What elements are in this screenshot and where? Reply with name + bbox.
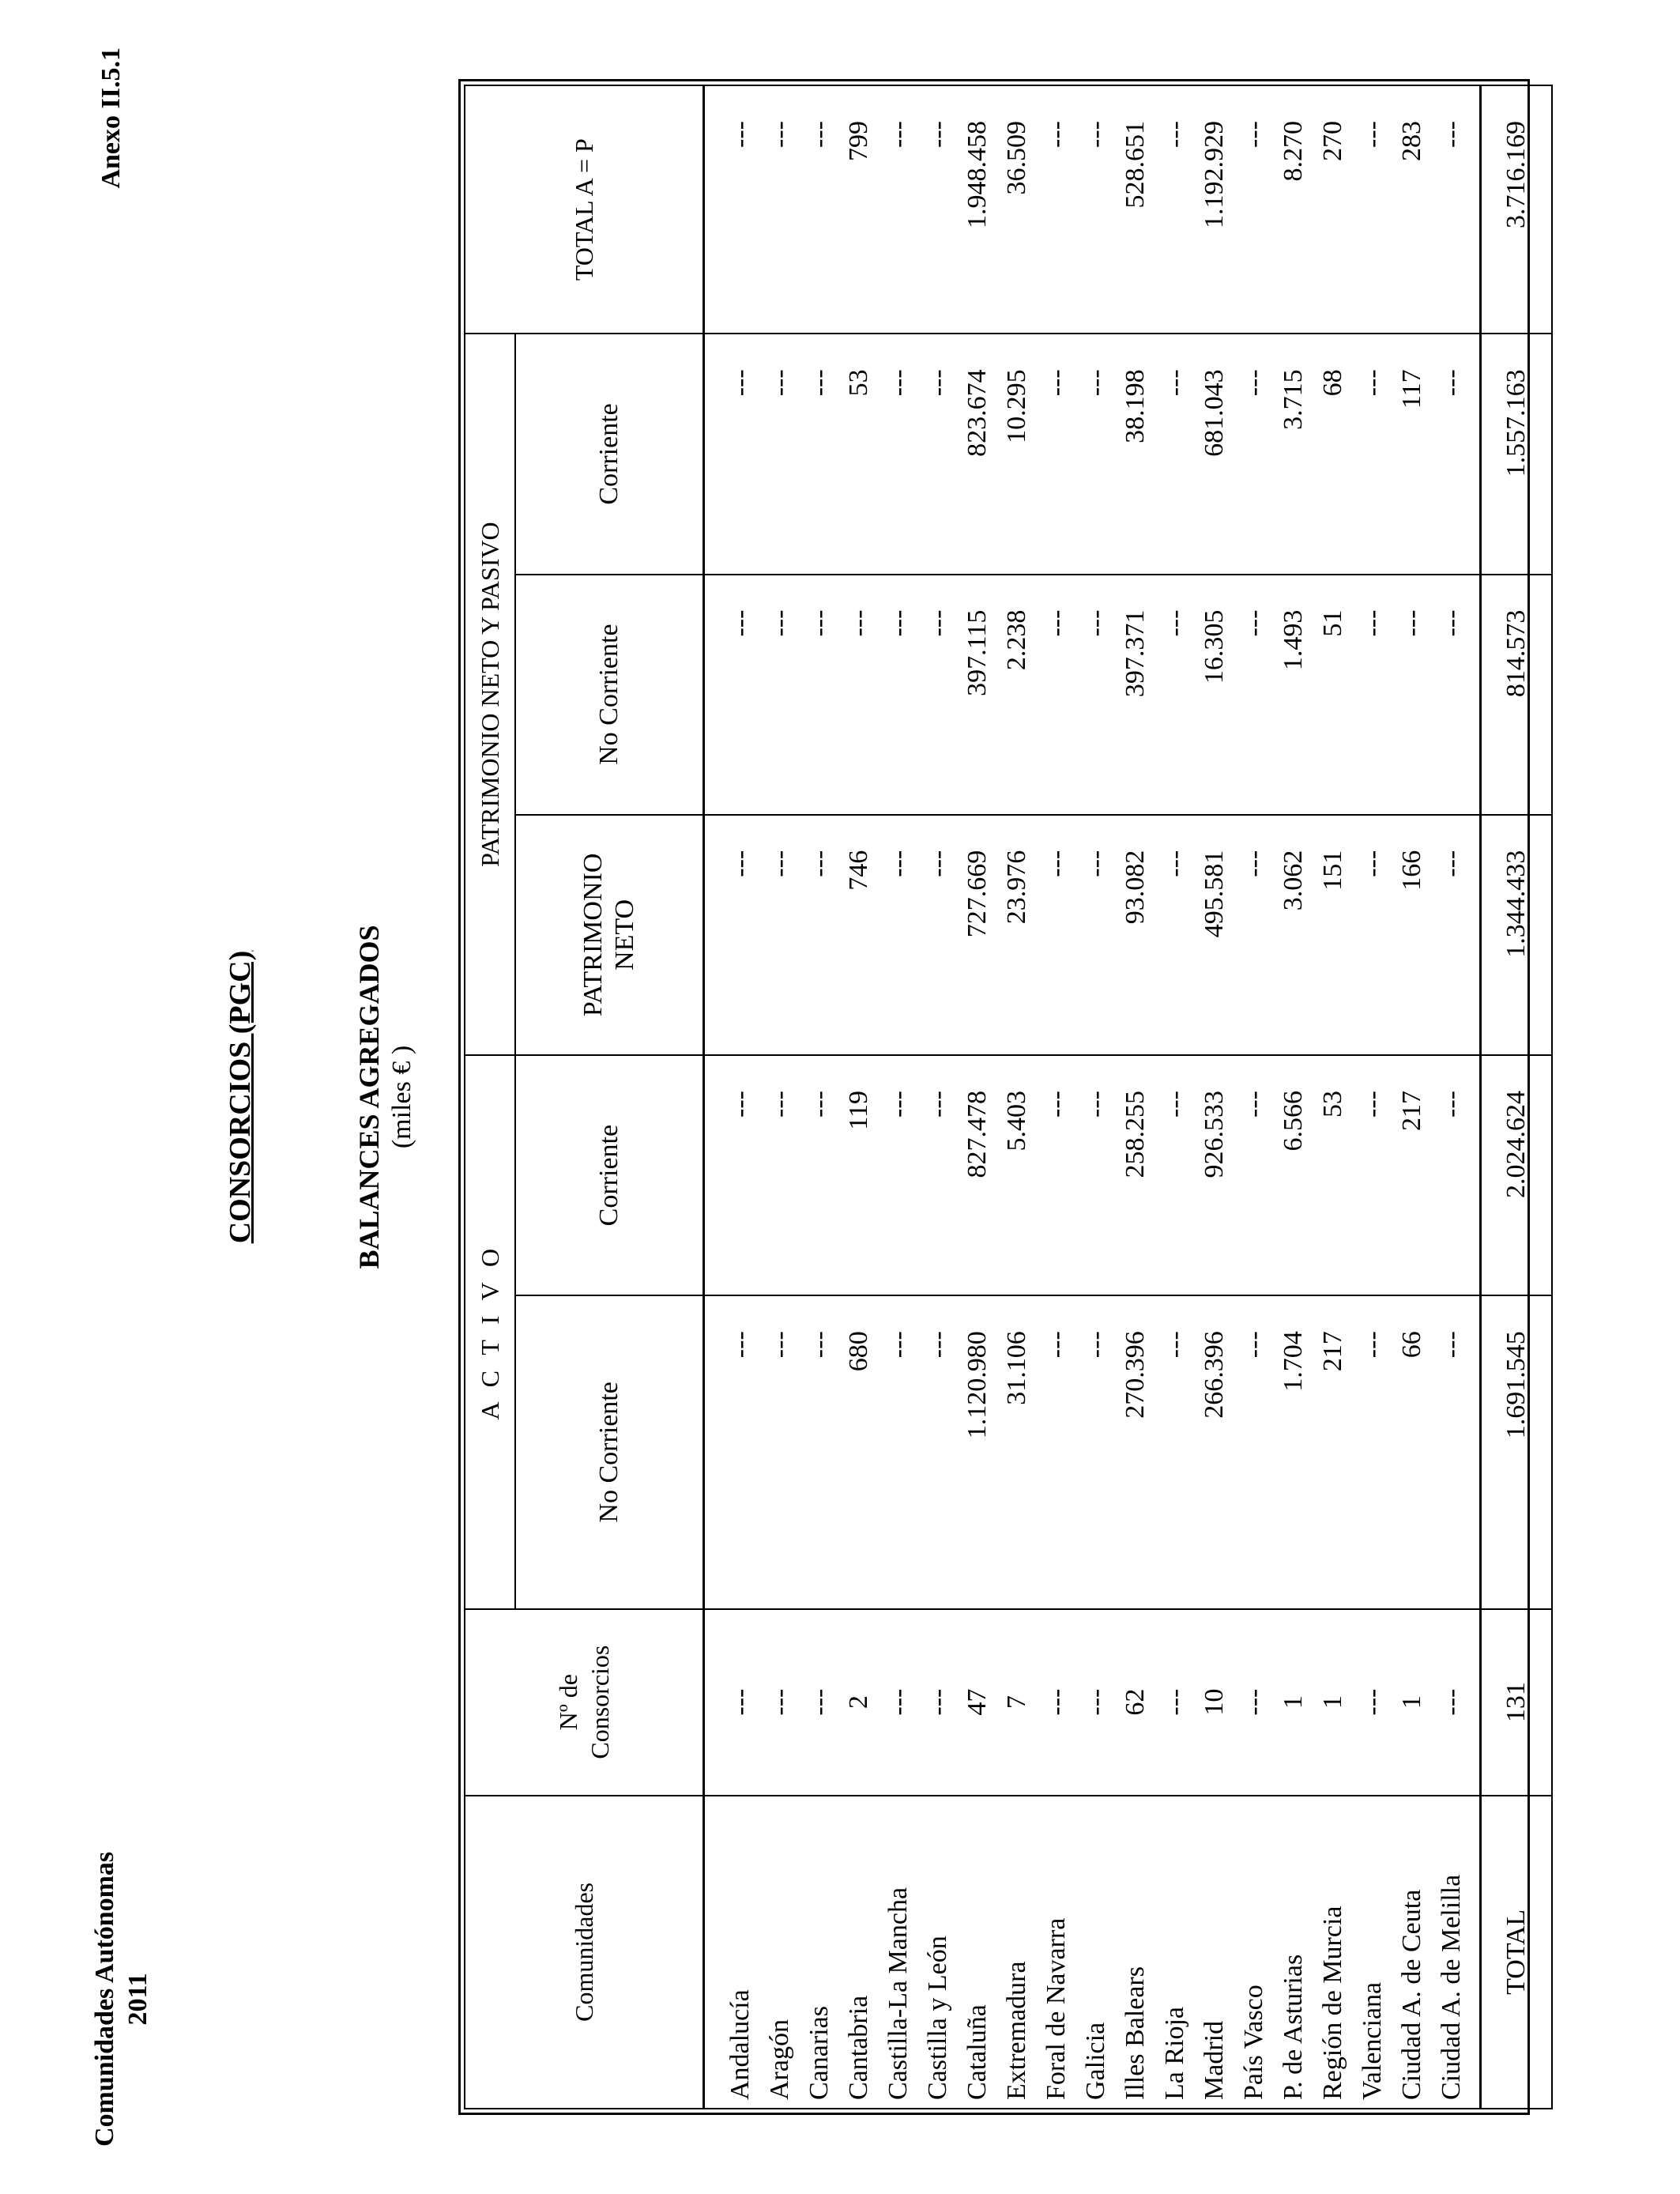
col-header-pn-line1: PATRIMONIO	[578, 853, 608, 1017]
cell-anc: ---	[1239, 1331, 1268, 1359]
cell-n: ---	[923, 1688, 952, 1716]
cell-total: ---	[804, 121, 834, 148]
cell-total: ---	[1042, 121, 1071, 148]
cell-ac: 217	[1397, 1091, 1426, 1131]
cell-ac: 53	[1318, 1091, 1347, 1118]
cell-pn: 746	[844, 850, 873, 891]
cell-n: 2	[844, 1695, 873, 1710]
cell-pnc: 51	[1318, 609, 1347, 637]
column-total	[704, 85, 1481, 334]
cell-total: ---	[883, 121, 913, 148]
column-activo-corriente	[704, 1055, 1481, 1295]
cell-n: 7	[1002, 1695, 1031, 1710]
cell-n: ---	[1239, 1688, 1268, 1716]
cell-name: Madrid	[1200, 2020, 1229, 2100]
cell-ac: 5.403	[1002, 1091, 1031, 1152]
cell-n: 1	[1279, 1695, 1308, 1710]
total-n-consorcios: 131	[1481, 1609, 1553, 1796]
cell-pnc: ---	[1239, 609, 1268, 637]
cell-n: 1	[1397, 1695, 1426, 1710]
cell-name: Galicia	[1081, 2022, 1110, 2100]
cell-anc: ---	[1042, 1331, 1071, 1359]
col-header-patrimonio-neto	[515, 815, 704, 1055]
cell-name: Cantabria	[844, 1995, 873, 2100]
cell-total: ---	[1437, 121, 1466, 148]
cell-anc: 66	[1397, 1331, 1426, 1359]
cell-pn: 727.669	[962, 850, 992, 938]
cell-pc: 117	[1397, 369, 1426, 409]
cell-pnc: 2.238	[1002, 609, 1031, 671]
cell-pnc: 397.115	[962, 609, 992, 696]
cell-name: Castilla y León	[923, 1936, 952, 2100]
col-header-n-consorcios	[465, 1609, 704, 1796]
cell-anc: ---	[725, 1331, 755, 1359]
cell-pn: ---	[1239, 850, 1268, 877]
cell-total: 36.509	[1002, 121, 1031, 195]
balance-table-frame	[458, 79, 1530, 2115]
col-header-total: TOTAL A = P	[465, 85, 704, 334]
cell-pn: ---	[1160, 850, 1189, 877]
cell-total: ---	[725, 121, 755, 148]
cell-ac: ---	[1081, 1091, 1110, 1118]
cell-n: ---	[804, 1688, 834, 1716]
col-header-pasivo-corriente: Corriente	[515, 334, 704, 574]
cell-anc: 1.120.980	[962, 1331, 992, 1439]
cell-pc: 68	[1318, 369, 1347, 397]
cell-pc: 823.674	[962, 369, 992, 457]
cell-pn: ---	[923, 850, 952, 877]
cell-pn: 93.082	[1121, 850, 1150, 925]
cell-total: ---	[1081, 121, 1110, 148]
cell-pc: 681.043	[1200, 369, 1229, 457]
column-patrimonio-neto	[704, 815, 1481, 1055]
cell-pc: ---	[1160, 369, 1189, 397]
cell-pn: 3.062	[1279, 850, 1308, 911]
total-label: TOTAL	[1481, 1796, 1553, 2109]
cell-pnc: 1.493	[1279, 609, 1308, 671]
cell-total: ---	[1358, 121, 1387, 148]
cell-n: ---	[1042, 1688, 1071, 1716]
cell-name: Aragón	[765, 2019, 794, 2100]
group-header-activo: A C T I V O	[465, 1055, 515, 1609]
group-header-pasivo: PATRIMONIO NETO Y PASIVO	[465, 334, 515, 1055]
cell-total: ---	[923, 121, 952, 148]
cell-pc: ---	[923, 369, 952, 397]
cell-name: Canarias	[804, 2006, 834, 2100]
total-activo-no-corriente: 1.691.545	[1481, 1295, 1553, 1608]
cell-pc: ---	[1081, 369, 1110, 397]
cell-anc: ---	[883, 1331, 913, 1359]
cell-pn: ---	[765, 850, 794, 877]
col-header-activo-corriente: Corriente	[515, 1055, 704, 1295]
cell-pn: 151	[1318, 850, 1347, 891]
cell-pnc: ---	[1160, 609, 1189, 637]
cell-pn: ---	[1437, 850, 1466, 877]
cell-name: Región de Murcia	[1318, 1906, 1347, 2100]
cell-ac: ---	[1358, 1091, 1387, 1118]
col-header-activo-no-corriente: No Corriente	[515, 1295, 704, 1608]
cell-n: ---	[883, 1688, 913, 1716]
cell-anc: 217	[1318, 1331, 1347, 1372]
cell-pc: ---	[1042, 369, 1071, 397]
cell-pnc: ---	[883, 609, 913, 637]
cell-ac: 6.566	[1279, 1091, 1308, 1152]
column-comunidades	[704, 1796, 1481, 2109]
annex-label: Anexo II.5.1	[96, 47, 126, 189]
cell-n: ---	[1358, 1688, 1387, 1716]
cell-ac: ---	[804, 1091, 834, 1118]
cell-pnc: ---	[725, 609, 755, 637]
cell-pnc: 16.305	[1200, 609, 1229, 684]
cell-total: 270	[1318, 121, 1347, 161]
cell-pc: ---	[765, 369, 794, 397]
cell-n: 47	[962, 1688, 992, 1716]
cell-pn: ---	[804, 850, 834, 877]
column-activo-no-corriente	[704, 1295, 1481, 1608]
cell-ac: 119	[844, 1091, 873, 1130]
cell-anc: ---	[1437, 1331, 1466, 1359]
cell-pc: 3.715	[1279, 369, 1308, 430]
balance-table	[464, 85, 1553, 2109]
cell-ac: 258.255	[1121, 1091, 1150, 1178]
cell-pn: 166	[1397, 850, 1426, 891]
cell-name: Andalucía	[725, 1989, 755, 2100]
cell-pnc: 397.371	[1121, 609, 1150, 698]
cell-anc: 1.704	[1279, 1331, 1308, 1392]
cell-pnc: ---	[765, 609, 794, 637]
cell-anc: 680	[844, 1331, 873, 1372]
cell-ac: ---	[1042, 1091, 1071, 1118]
cell-anc: ---	[765, 1331, 794, 1359]
cell-ac: 827.478	[962, 1091, 992, 1178]
cell-name: Ciudad A. de Melilla	[1437, 1874, 1466, 2100]
cell-name: P. de Asturias	[1279, 1954, 1308, 2100]
cell-n: ---	[765, 1688, 794, 1716]
total-activo-corriente: 2.024.624	[1481, 1055, 1553, 1295]
cell-total: 1.192.929	[1200, 121, 1229, 228]
cell-name: Extremadura	[1002, 1961, 1031, 2100]
col-header-pn-line2: NETO	[610, 899, 639, 971]
cell-pn: ---	[725, 850, 755, 877]
units-label: (miles € )	[387, 1045, 416, 1149]
col-header-comunidades: Comunidades	[465, 1796, 704, 2109]
cell-ac: ---	[765, 1091, 794, 1118]
header-year: 2011	[123, 1973, 153, 2026]
total-patrimonio-neto: 1.344.433	[1481, 815, 1553, 1055]
cell-total: ---	[1160, 121, 1189, 148]
total-pasivo-no-corriente: 814.573	[1481, 575, 1553, 815]
cell-n: ---	[1160, 1688, 1189, 1716]
cell-ac: ---	[883, 1091, 913, 1118]
cell-anc: 270.396	[1121, 1331, 1150, 1419]
cell-name: Castilla-La Mancha	[883, 1887, 913, 2100]
cell-pnc: ---	[1081, 609, 1110, 637]
cell-total: ---	[765, 121, 794, 148]
cell-pc: ---	[725, 369, 755, 397]
cell-pnc: ---	[804, 609, 834, 637]
cell-n: ---	[1081, 1688, 1110, 1716]
cell-pn: ---	[1081, 850, 1110, 877]
cell-ac: ---	[923, 1091, 952, 1118]
cell-n: 62	[1121, 1688, 1150, 1716]
cell-total: 8.270	[1279, 121, 1308, 182]
cell-name: Ciudad A. de Ceuta	[1397, 1889, 1426, 2100]
cell-pc: 10.295	[1002, 369, 1031, 443]
cell-pn: ---	[883, 850, 913, 877]
cell-pc: ---	[1437, 369, 1466, 397]
cell-total: 283	[1397, 121, 1426, 161]
cell-ac: ---	[1160, 1091, 1189, 1118]
cell-pnc: ---	[1437, 609, 1466, 637]
cell-n: 1	[1318, 1695, 1347, 1710]
cell-ac: 926.533	[1200, 1091, 1229, 1178]
cell-name: La Rioja	[1160, 2006, 1189, 2100]
cell-pnc: ---	[844, 609, 873, 637]
total-total: 3.716.169	[1481, 85, 1553, 334]
cell-anc: ---	[1160, 1331, 1189, 1359]
cell-n: ---	[725, 1688, 755, 1716]
cell-pn: 23.976	[1002, 850, 1031, 925]
header-entity: Comunidades Autónomas	[90, 1851, 119, 2147]
cell-pc: 53	[844, 369, 873, 397]
cell-pc: ---	[883, 369, 913, 397]
cell-total: 528.651	[1121, 121, 1150, 209]
cell-anc: ---	[1081, 1331, 1110, 1359]
cell-name: Cataluña	[962, 2004, 992, 2100]
header-left	[89, 1852, 155, 2147]
cell-pc: ---	[804, 369, 834, 397]
cell-ac: ---	[1437, 1091, 1466, 1118]
cell-anc: ---	[923, 1331, 952, 1359]
cell-pn: ---	[1042, 850, 1071, 877]
cell-ac: ---	[1239, 1091, 1268, 1118]
cell-pnc: ---	[1358, 609, 1387, 637]
cell-name: Illes Balears	[1121, 1966, 1150, 2100]
cell-anc: 266.396	[1200, 1331, 1229, 1419]
cell-pc: ---	[1239, 369, 1268, 397]
cell-total: 799	[844, 121, 873, 161]
col-header-n-line2: Consorcios	[586, 1645, 614, 1759]
document-title: CONSORCIOS (PGC)	[224, 950, 257, 1244]
cell-pc: ---	[1358, 369, 1387, 397]
column-n-consorcios	[704, 1609, 1481, 1796]
cell-pc: 38.198	[1121, 369, 1150, 443]
cell-name: País Vasco	[1239, 1985, 1268, 2100]
cell-ac: ---	[725, 1091, 755, 1118]
col-header-pasivo-no-corriente: No Corriente	[515, 575, 704, 815]
cell-anc: ---	[804, 1331, 834, 1359]
document-subtitle: BALANCES AGREGADOS	[353, 925, 385, 1269]
cell-pnc: ---	[1042, 609, 1071, 637]
column-pasivo-corriente	[704, 334, 1481, 574]
cell-pn: ---	[1358, 850, 1387, 877]
column-pasivo-no-corriente	[704, 575, 1481, 815]
cell-n: ---	[1437, 1688, 1466, 1716]
cell-n: 10	[1200, 1688, 1229, 1716]
cell-anc: 31.106	[1002, 1331, 1031, 1405]
cell-pnc: ---	[1397, 609, 1426, 637]
cell-name: Valenciana	[1358, 1981, 1387, 2100]
cell-total: ---	[1239, 121, 1268, 148]
total-pasivo-corriente: 1.557.163	[1481, 334, 1553, 574]
cell-pnc: ---	[923, 609, 952, 637]
cell-name: Foral de Navarra	[1042, 1917, 1071, 2100]
cell-anc: ---	[1358, 1331, 1387, 1359]
cell-pn: 495.581	[1200, 850, 1229, 938]
col-header-n-line1: Nº de	[554, 1674, 582, 1731]
cell-total: 1.948.458	[962, 121, 992, 228]
